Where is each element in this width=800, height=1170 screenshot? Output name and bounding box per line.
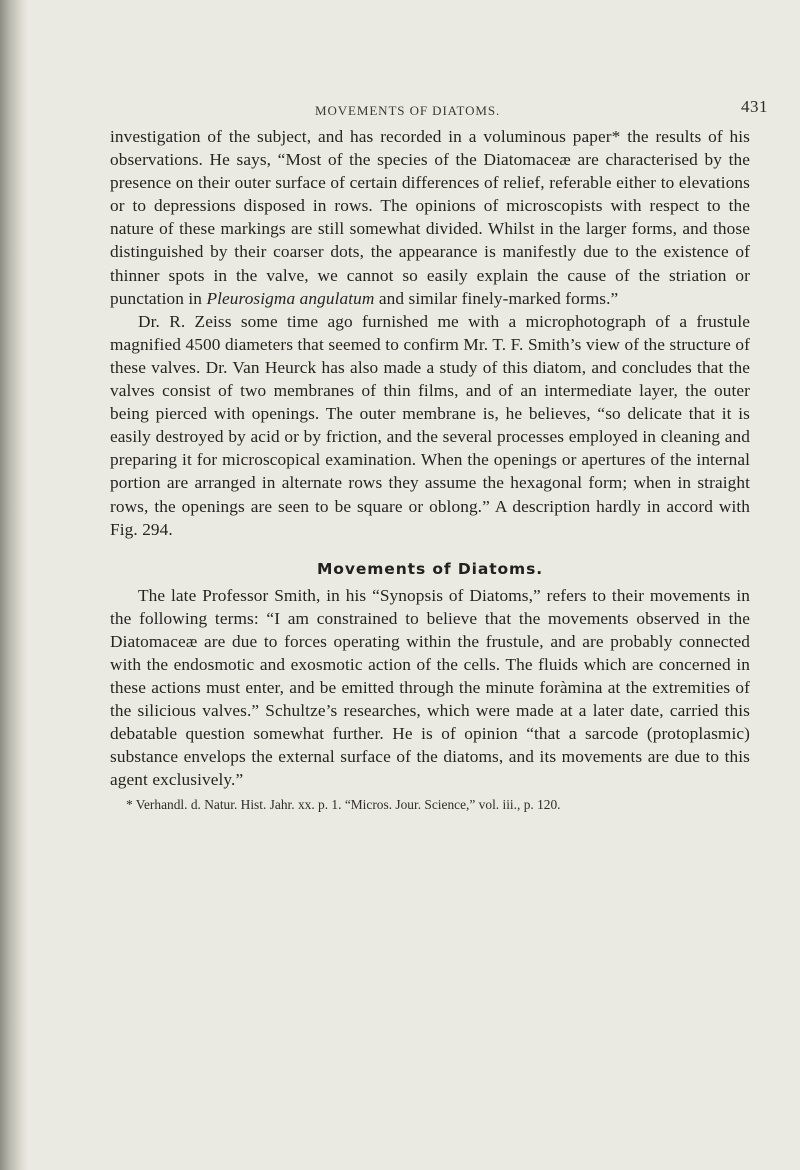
paragraph-1-text: investigation of the subject, and has recorded in a voluminous paper* the results of his observations. He says, “Most of the species of the Diatomaceæ are characterised by the presence on their outer surface of certain differences of relief, referable either to elevations or to depressions disposed in rows. The opinions of microscopists with respect to the nature of these markings are still somewhat divided. Whilst in the larger forms, and those distinguished by their coarser dots, the appearance is manifestly due to the existence of thinner spots in the valve, we cannot so easily explain the cause of the striation or punctation in: [110, 127, 750, 308]
paragraph-3: The late Professor Smith, in his “Synopsis of Diatoms,” refers to their movements in the following terms: “I am constrained to believe that the movements observed in the Diatomaceæ are due to forces operating within the frustule, and are probably connected with the endosmotic and exosmotic action of the cells. The fluids which are concerned in these actions must enter, and be emitted through the minute foràmina at the extremities of the silicious valves.” Schultze’s researches, which were made at a later date, carried this debatable question somewhat further. He is of opinion “that a sarcode (protoplasmic) substance envelops the external surface of the diatoms, and its movements are due to this agent exclusively.”: [110, 585, 750, 790]
body-text: [110, 125, 750, 813]
paragraph-2: Dr. R. Zeiss some time ago furnished me with a microphotograph of a frustule magnified 4500 diameters that seemed to confirm Mr. T. F. Smith’s view of the structure of these valves. Dr. Van Heurck has also made a study of this diatom, and concludes that the valves consist of two membranes of thin films, and of an intermediate layer, the outer being pierced with openings. The outer membrane is, he believes, “so delicate that it is easily destroyed by acid or by friction, and the several processes employed in cleaning and preparing it for microscopical examination. When the openings or apertures of the internal portion are arranged in alternate rows they assume the hexagonal form; when in straight rows, the openings are seen to be square or oblong.” A description hardly in accord with Fig. 294.: [110, 311, 750, 539]
species-name-italic: Pleurosigma angulatum: [206, 288, 375, 308]
page-number: 431: [741, 97, 768, 116]
binding-shadow: [0, 0, 28, 1170]
footnote: * Verhandl. d. Natur. Hist. Jahr. xx. p. 1. “Micros. Jour. Science,” vol. iii., p. 120.: [126, 796, 561, 812]
paragraph-1-text-end: and similar finely-marked forms.”: [378, 288, 619, 308]
running-head: MOVEMENTS OF DIATOMS.: [315, 103, 501, 118]
paragraph-1: [110, 125, 750, 310]
section-heading: Movements of Diatoms.: [316, 559, 544, 578]
page-header: [0, 99, 800, 119]
